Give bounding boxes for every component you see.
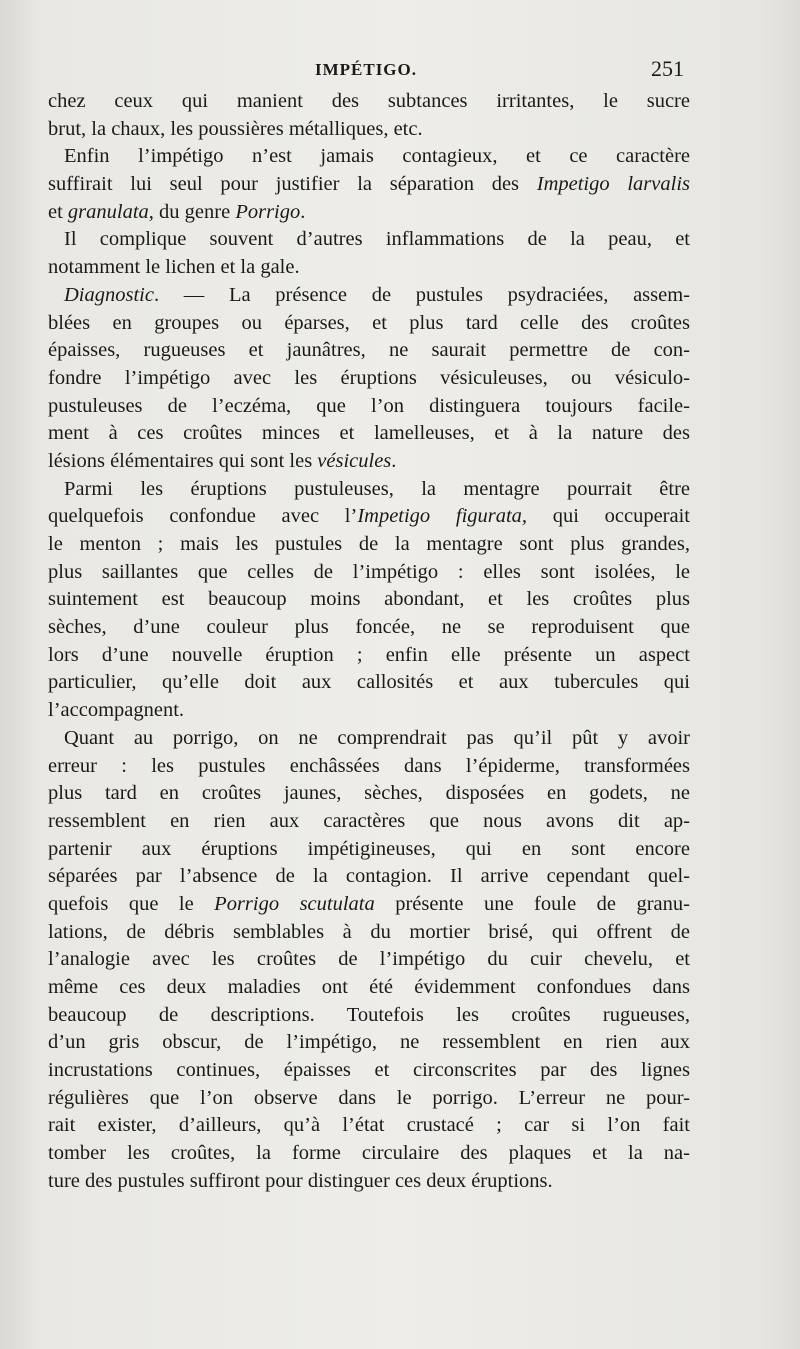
text-line: rait exister, d’ailleurs, qu’à l’état crustacé ; car si l’on fait (48, 1114, 690, 1137)
text-line: lors d’une nouvelle éruption ; enfin elle présente un aspect (48, 643, 690, 666)
text-line: épaisses, rugueuses et jaunâtres, ne saurait permettre de con- (48, 339, 690, 362)
text-line: particulier, qu’elle doit aux callosités et aux tubercules qui (48, 671, 690, 694)
text-line: pustuleuses de l’eczéma, que l’on distinguera toujours facile- (48, 394, 690, 417)
text-line: chez ceux qui manient des subtances irritantes, le sucre (48, 90, 690, 112)
running-head (48, 56, 684, 84)
text-line: incrustations continues, épaisses et circonscrites par des lignes (48, 1059, 690, 1082)
text-line: régulières que l’on observe dans le porrigo. L’erreur ne pour- (48, 1086, 690, 1109)
text-line: ressemblent en rien aux caractères que nous avons dit ap- (48, 809, 690, 832)
text-line: Quant au porrigo, on ne comprendrait pas qu’il pût y avoir (64, 726, 690, 749)
text-line: fondre l’impétigo avec les éruptions vésiculeuses, ou vésiculo- (48, 366, 690, 389)
text-line: notamment le lichen et la gale. (48, 256, 300, 279)
text-line: le menton ; mais les pustules de la mentagre sont plus grandes, (48, 533, 690, 555)
text-line: Diagnostic. — La présence de pustules psydraciées, assem- (64, 283, 690, 306)
text-line: erreur : les pustules enchâssées dans l’épiderme, transformées (48, 754, 690, 777)
text-line: ture des pustules suffiront pour distinguer ces deux éruptions. (48, 1169, 553, 1192)
text-line: séparées par l’absence de la contagion. Il arrive cependant quel- (48, 865, 690, 888)
text-line: d’un gris obscur, de l’impétigo, ne ressemblent en rien aux (48, 1031, 690, 1054)
text-line: Parmi les éruptions pustuleuses, la mentagre pourrait être (64, 477, 690, 500)
text-line: quefois que le Porrigo scutulata présente une foule de granu- (48, 892, 690, 915)
text-line: l’analogie avec les croûtes de l’impétigo du cuir chevelu, et (48, 948, 690, 971)
text-line: lations, de débris semblables à du mortier brisé, qui offrent de (48, 920, 690, 943)
text-line: beaucoup de descriptions. Toutefois les croûtes rugueuses, (48, 1003, 690, 1026)
text-line: et granulata, du genre Porrigo. (48, 200, 306, 223)
text-line: quelquefois confondue avec l’Impetigo figurata, qui occuperait (48, 505, 690, 528)
text-line: partenir aux éruptions impétigineuses, qui en sont encore (48, 837, 690, 860)
text-line: Il complique souvent d’autres inflammations de la peau, et (64, 228, 690, 251)
body-text (48, 88, 690, 1196)
text-line: plus saillantes que celles de l’impétigo : elles sont isolées, le (48, 560, 690, 583)
page-number: 251 (651, 56, 684, 81)
text-line: plus tard en croûtes jaunes, sèches, disposées en godets, ne (48, 782, 690, 805)
text-line: même ces deux maladies ont été évidemment confondues dans (48, 976, 690, 998)
text-line: blées en groupes ou éparses, et plus tard celle des croûtes (48, 311, 690, 334)
text-line: suffirait lui seul pour justifier la séparation des Impetigo larvalis (48, 173, 690, 196)
text-line: tomber les croûtes, la forme circulaire des plaques et la na- (48, 1142, 690, 1165)
text-line: brut, la chaux, les poussières métalliques, etc. (48, 117, 423, 140)
text-line: Enfin l’impétigo n’est jamais contagieux, et ce caractère (64, 145, 690, 168)
page-title: IMPÉTIGO. (314, 60, 418, 79)
text-line: suintement est beaucoup moins abondant, et les croûtes plus (48, 588, 690, 611)
text-line: lésions élémentaires qui sont les vésicules. (48, 449, 397, 472)
text-line: l’accompagnent. (48, 699, 185, 722)
text-line: ment à ces croûtes minces et lamelleuses, et à la nature des (48, 422, 690, 445)
text-line: sèches, d’une couleur plus foncée, ne se reproduisent que (48, 616, 690, 639)
